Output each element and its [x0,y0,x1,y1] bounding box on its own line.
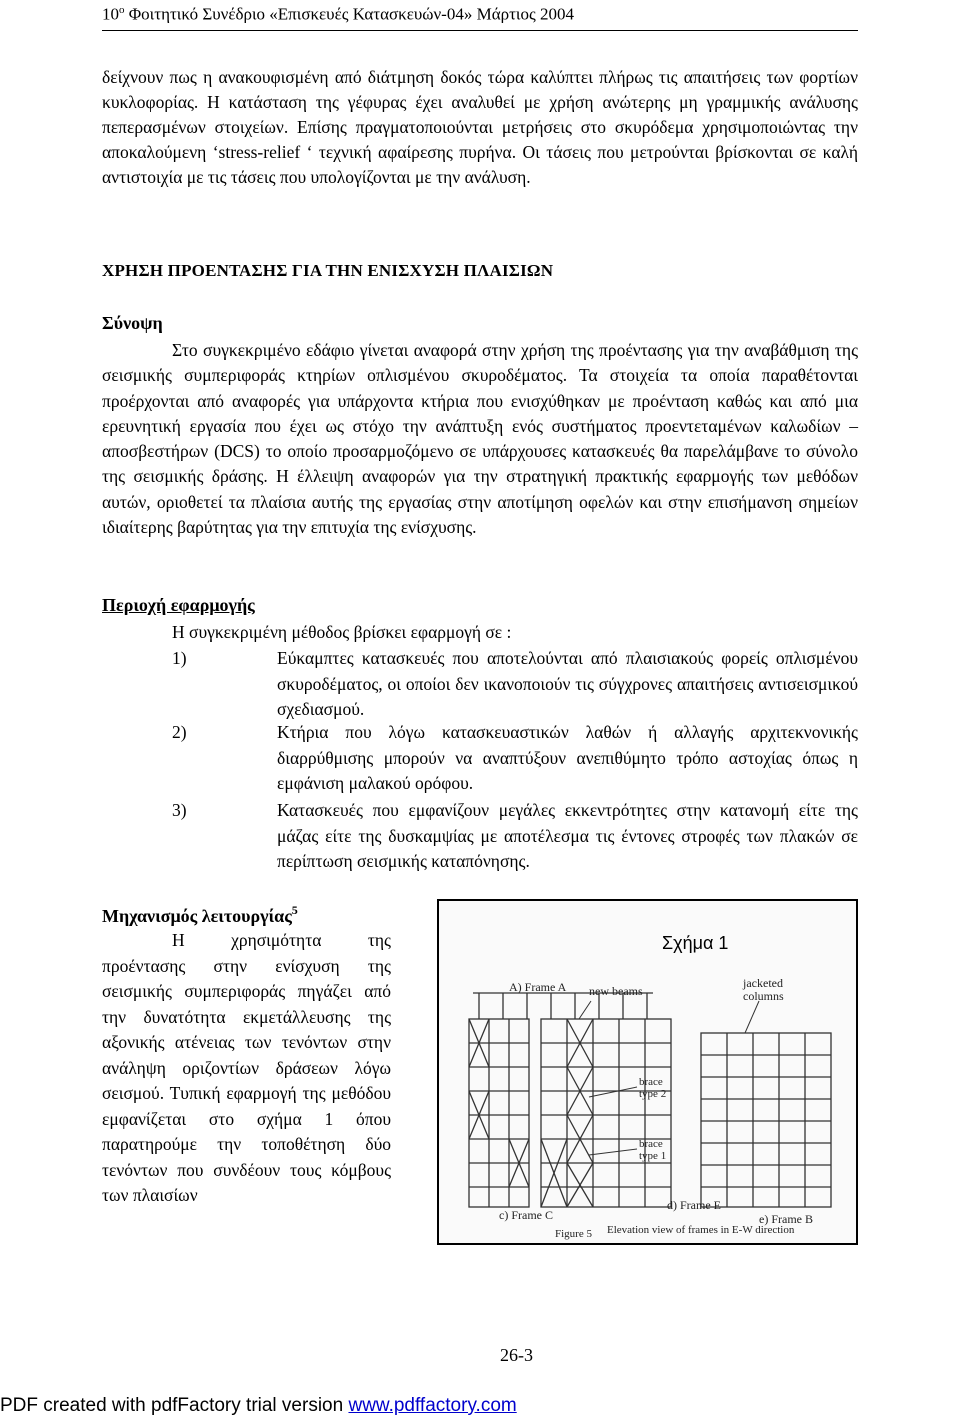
running-header [102,4,574,25]
footer-text: PDF created with pdfFactory trial version [0,1395,349,1416]
area-intro: Η συγκεκριμένη μέθοδος βρίσκει εφαρμογή σε : [172,622,512,642]
frames-elevation-drawing [439,901,856,1243]
figure-title: Σχήμα 1 [662,933,729,953]
header-superscript: ο [119,4,125,16]
label-frame-a: A) Frame A [509,980,567,994]
label-columns: columns [743,989,784,1003]
mechanism-heading-text: Μηχανισμός λειτουργίας [102,906,292,926]
label-jacketed: jacketed [743,976,783,990]
area-heading: Περιοχή εφαρμογής [102,595,255,615]
summary-heading: Σύνοψη [102,313,163,333]
summary-paragraph: Στο συγκεκριμένο εδάφιο γίνεται αναφορά στην χρήση της προέντασης για την αναβάθμιση της σεισμικής συμπεριφοράς κτηρίων οπλισμένου σκυροδέματος. Τα στοιχεία τα οποία παραθέτονται προέρχονται από αναφορές για υπάρχοντα κτήρια που ενισχύθηκαν με προένταση καθώς και από μια ερευνητική εργασία που έχει ως στόχο την ανάπτυξη ενός συστήματος προεντεταμένων καλωδίων –αποσβεστήρων (DCS) το οποίο προσαρμοζόμενο σε υπάρχουσες κατασκευές θα παρελάμβανε το σύνολο της σεισμικής δράσης. Η έλλειψη αναφορών για την στρατηγική πρακτικής εφαρμογής των μεθόδων αυτών, οριοθετεί τα πλαίσια αυτής της εργασίας στην αποτίμηση οφελών και στην επισήμανση σημείων ιδιαίτερης βαρύτητας για την επιτυχία της ενίσχυσης. [102,340,858,538]
paragraph-intro: δείχνουν πως η ανακουφισμένη από διάτμηση δοκός τώρα καλύπτει πλήρως τις απαιτήσεις των φορτίων κυκλοφορίας. Η κατάσταση της γέφυρας έχει αναλυθεί με χρήση ανώτερης μη γραμμικής ανάλυσης πεπερασμένων στοιχείων. Επίσης πραγματοποιούνται μετρήσεις στο σκυρόδεμα χρησιμοποιώντας την αποκαλούμενη ‘stress-relief ‘ τεχνική αφαίρεσης πυρήνα. Οι τάσεις που μετρούνται βρίσκονται σε καλή αντιστοιχία με τις τάσεις που υπολογίζονται με την ανάλυση. [102,67,858,187]
footer-link[interactable]: www.pdffactory.com [348,1395,517,1416]
label-frame-c: c) Frame C [499,1208,553,1222]
figure-frame [437,899,858,1245]
pdf-footer [0,1395,517,1417]
figure-caption-prefix: Figure 5 [555,1228,592,1240]
list-item-text: Εύκαμπτες κατασκευές που αποτελούνται από πλαισιακούς φορείς οπλισμένου σκυροδέματος, οι οποίοι δεν ικανοποιούν τις σύγχρονες απαιτήσεις αντισεισμικού σχεδιασμού. [277,648,858,719]
label-frame-b: e) Frame B [759,1212,813,1226]
label-brace-type-2: type 2 [639,1088,667,1100]
label-new-beams: new beams [589,984,643,998]
section-title: ΧΡΗΣΗ ΠΡΟΕΝΤΑΣΗΣ ΓΙΑ ΤΗΝ ΕΝΙΣΧΥΣΗ ΠΛΑΙΣΙΩΝ [102,261,554,280]
list-item [172,646,858,723]
mechanism-footnote-ref: 5 [291,903,298,917]
mechanism-heading [102,903,298,927]
label-brace-1: brace [639,1138,663,1150]
label-frame-e: d) Frame E [667,1198,721,1212]
label-brace-2: brace [639,1076,663,1088]
list-item-number: 3) [172,800,187,820]
list-item-text: Κτήρια που λόγω κατασκευαστικών λαθών ή αλλαγής αρχιτεκνονικής διαρρύθμισης μπορούν να αναπτύξουν ανεπιθύμητο τρόπο αστοχίας όπως η εμφάνιση μαλακού ορόφου. [277,722,858,793]
page-number: 26-3 [500,1345,533,1365]
list-item-text: Κατασκευές που εμφανίζουν μεγάλες εκκεντρότητες στην κατανομή είτε της μάζας είτε της δυσκαμψίας με αποτέλεσμα τις έντονες στροφές των πλακών σε περίπτωση σεισμικής καταπόνησης. [277,800,858,871]
list-item-number: 2) [172,722,187,742]
header-rule [102,30,858,31]
figure-caption: Elevation view of frames in E-W direction [607,1224,795,1236]
mechanism-paragraph: Η χρησιμότητα της προέντασης στην ενίσχυση της σεισμικής συμπεριφοράς πηγάζει από την δυνατότητα εκμετάλλευσης της αξονικής ατένειας των τενόντων στην ανάληψη οριζοντίων δράσεων λόγω σεισμού. Τυπική εφαρμογή της μεθόδου εμφανίζεται στο σχήμα 1 όπου παρατηρούμε την τοποθέτηση δύο τενόντων που συνδέουν τους κόμβους των πλαισίων [102,930,391,1205]
label-brace-type-1: type 1 [639,1150,667,1162]
header-number: 10 [102,4,119,24]
list-item-number: 1) [172,648,187,668]
header-text: Φοιτητικό Συνέδριο «Επισκευές Κατασκευών-04» Μάρτιος 2004 [124,4,574,24]
list-item [172,798,858,875]
list-item [172,720,858,797]
